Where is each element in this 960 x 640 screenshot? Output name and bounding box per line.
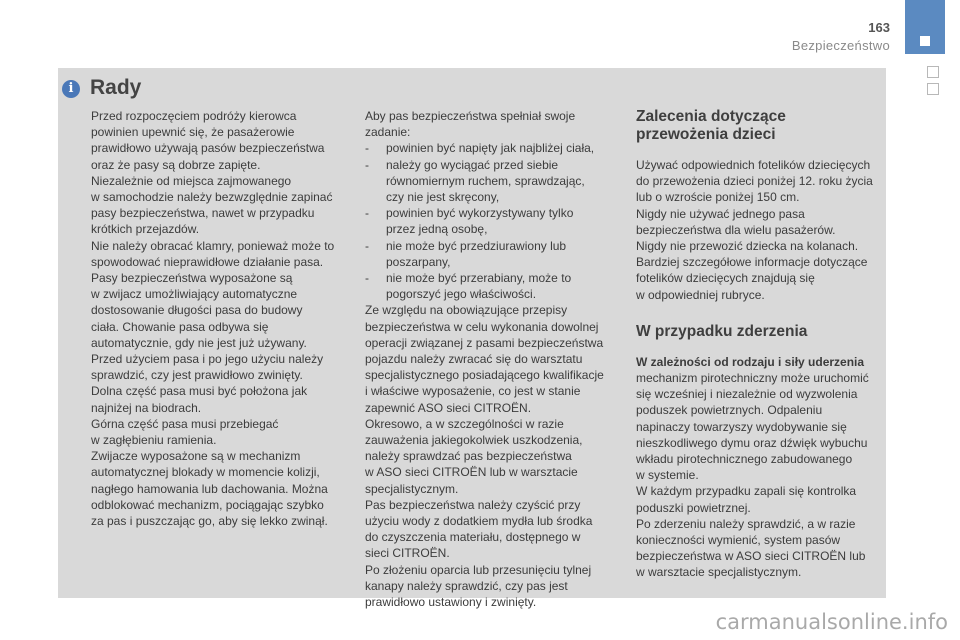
text-line: Nigdy nie przewozić dziecka na kolanach. <box>636 239 859 254</box>
text-line: sieci CITROËN. <box>365 546 450 561</box>
text-line: sprawdzić, czy jest prawidłowo zwinięty. <box>91 368 303 383</box>
text-line: w warsztacie specjalistycznym. <box>636 565 802 580</box>
text-line: krótkich przejazdów. <box>91 222 200 237</box>
text-line: użyciu wody z dodatkiem mydła lub środka <box>365 514 593 529</box>
text-line: fotelików dziecięcych znajdują się <box>636 271 815 286</box>
text-line: automatycznie, gdy nie jest już używany. <box>91 335 307 350</box>
column-2-body <box>365 302 615 610</box>
text-line: najniżej na biodrach. <box>91 400 202 415</box>
text-line: lub o wzroście poniżej 150 cm. <box>636 190 800 205</box>
column-2-intro <box>365 108 615 140</box>
text-line: prawidłowo używają pasów bezpieczeństwa <box>91 141 325 156</box>
section-tab[interactable] <box>927 66 939 78</box>
text-line: Niezależnie od miejsca zajmowanego <box>91 173 292 188</box>
text-line: powinien upewnić się, że pasażerowie <box>91 125 295 140</box>
child-transport-text <box>636 157 881 303</box>
heading-child-transport <box>636 108 881 144</box>
list-item-line: czy nie jest skręcony, <box>386 190 500 205</box>
text-line: Zwijacze wyposażone są w mechanizm <box>91 449 301 464</box>
panel-title: Rady <box>90 76 142 99</box>
text-line: za pas i puszczając go, aby się lekko zwinął. <box>91 514 328 529</box>
list-item-line: powinien być napięty jak najbliżej ciała, <box>386 141 595 156</box>
bullet-dash: - <box>365 157 369 172</box>
list-item-line: należy go wyciągać przed siebie <box>386 157 559 172</box>
text-line: Zalecenia dotyczące <box>636 108 786 125</box>
list-item <box>365 140 615 156</box>
text-line: w systemie. <box>636 468 699 483</box>
text-line: napinaczy towarzyszy wydobywanie się <box>636 419 847 434</box>
text-line: Ze względu na obowiązujące przepisy <box>365 303 568 318</box>
text-line: nagłego hamowania lub dachowania. Można <box>91 481 328 496</box>
text-line: i właściwe wyposażenie, co jest w stanie <box>365 384 581 399</box>
text-line: do czyszczenia materiału, dostępnego w <box>365 530 581 545</box>
text-line: oraz że pasy są dobrze zapięte. <box>91 157 261 172</box>
text-line: poduszki powietrznej. <box>636 500 751 515</box>
collision-bold-lead: W zależności od rodzaju i siły uderzenia <box>636 354 865 369</box>
text-line: dostosowanie długości pasa do budowy <box>91 303 303 318</box>
list-item <box>365 157 615 206</box>
text-line: operacji związanej z pasami bezpieczeństwa <box>365 335 604 350</box>
text-line: Nigdy nie używać jednego pasa <box>636 206 805 221</box>
bullet-dash: - <box>365 141 369 156</box>
text-line: Bardziej szczegółowe informacje dotyczące <box>636 255 868 270</box>
section-tab[interactable] <box>927 83 939 95</box>
text-line: poduszek powietrznych. Odpaleniu <box>636 403 823 418</box>
text-line: zadanie: <box>365 125 411 140</box>
bullet-list <box>365 140 615 302</box>
text-line: Przed rozpoczęciem podróży kierowca <box>91 109 297 123</box>
text-line: w zwijacz umożliwiający automatyczne <box>91 287 298 302</box>
text-line: specjalistycznego posiadającego kwalifikacje <box>365 368 604 383</box>
text-line: automatycznej blokady w momencie kolizji, <box>91 465 320 480</box>
text-line: Używać odpowiednich fotelików dziecięcych <box>636 158 871 172</box>
column-1 <box>91 108 351 529</box>
text-line: Po złożeniu oparcia lub przesunięciu tylnej <box>365 562 592 577</box>
text-line: należy sprawdzać pas bezpieczeństwa <box>365 449 572 464</box>
list-item-line: równomiernym ruchem, sprawdzając, <box>386 173 585 188</box>
text-line: prawidłowo ustawiony i zwinięty. <box>365 595 537 610</box>
text-line: wkładu pirotechnicznego zabudowanego <box>636 452 853 467</box>
text-line: Nie należy obracać klamry, ponieważ może to <box>91 238 335 253</box>
bullet-dash: - <box>365 271 369 286</box>
text-line: specjalistycznym. <box>365 481 459 496</box>
list-item-line: przez jedną osobę, <box>386 222 488 237</box>
text-line: Okresowo, a w szczególności w razie <box>365 416 564 431</box>
text-line: konieczności wymienić, system pasów <box>636 533 841 548</box>
tab-marker <box>920 36 930 46</box>
text-line: Aby pas bezpieczeństwa spełniał swoje <box>365 109 576 123</box>
list-item-line: poszarpany, <box>386 254 451 269</box>
section-name: Bezpieczeństwo <box>791 38 890 53</box>
column-2 <box>365 108 615 610</box>
text-line: zauważenia jakiegokolwiek uszkodzenia, <box>365 433 583 448</box>
list-item <box>365 270 615 302</box>
text-line: bezpieczeństwa w celu wykonania dowolnej <box>365 319 599 334</box>
text-line: Pasy bezpieczeństwa wyposażone są <box>91 271 293 286</box>
list-item-line: nie może być przedziurawiony lub <box>386 238 567 253</box>
list-item <box>365 205 615 237</box>
text-line: Pas bezpieczeństwa należy czyścić przy <box>365 497 581 512</box>
text-line: mechanizm pirotechniczny może uruchomić <box>636 371 869 386</box>
text-line: w odpowiedniej rubryce. <box>636 287 765 302</box>
info-icon: i <box>62 80 80 98</box>
collision-text <box>636 370 881 581</box>
text-line: w zagłębieniu ramienia. <box>91 433 217 448</box>
text-line: kanapy należy sprawdzić, czy pas jest <box>365 578 568 593</box>
text-line: W każdym przypadku zapali się kontrolka <box>636 484 857 499</box>
text-line: spowodować nieprawidłowe działanie pasa. <box>91 254 324 269</box>
watermark: carmanualsonline.info <box>715 610 948 634</box>
list-item-line: powinien być wykorzystywany tylko <box>386 206 574 221</box>
bullet-dash: - <box>365 206 369 221</box>
text-line: Dolna część pasa musi być położona jak <box>91 384 308 399</box>
column-3 <box>636 108 881 581</box>
text-line: w ASO sieci CITROËN lub w warsztacie <box>365 465 578 480</box>
list-item <box>365 238 615 270</box>
text-line: się wcześniej i niezależnie od wyzwolenia <box>636 387 858 402</box>
list-item-line: pogorszyć jego właściwości. <box>386 287 537 302</box>
text-line: ciała. Chowanie pasa odbywa się <box>91 319 269 334</box>
text-line: Przed użyciem pasa i po jego użyciu należy <box>91 352 324 367</box>
text-line: przewożenia dzieci <box>636 126 776 143</box>
text-line: pasy bezpieczeństwa, nawet w przypadku <box>91 206 315 221</box>
bullet-dash: - <box>365 238 369 253</box>
text-line: bezpieczeństwa w ASO sieci CITROËN lub <box>636 549 866 564</box>
list-item-line: nie może być przerabiany, może to <box>386 271 572 286</box>
text-line: w samochodzie należy bezwzględnie zapinać <box>91 190 333 205</box>
text-line: bezpieczeństwa dla wielu pasażerów. <box>636 222 836 237</box>
text-line: Górna część pasa musi przebiegać <box>91 416 279 431</box>
text-line: Po zderzeniu należy sprawdzić, a w razie <box>636 516 856 531</box>
text-line: odblokować mechanizm, pociągając szybko <box>91 497 324 512</box>
text-line: do przewożenia dzieci poniżej 12. roku życia <box>636 174 873 189</box>
heading-collision: W przypadku zderzenia <box>636 322 808 340</box>
text-line: zapewnić ASO sieci CITROËN. <box>365 400 532 415</box>
section-tab-active[interactable] <box>905 0 945 54</box>
page-number: 163 <box>868 20 890 35</box>
text-line: nieszkodliwego dymu oraz dźwięk wybuchu <box>636 435 868 450</box>
text-line: pojazdu należy zwracać się do warsztatu <box>365 352 583 367</box>
